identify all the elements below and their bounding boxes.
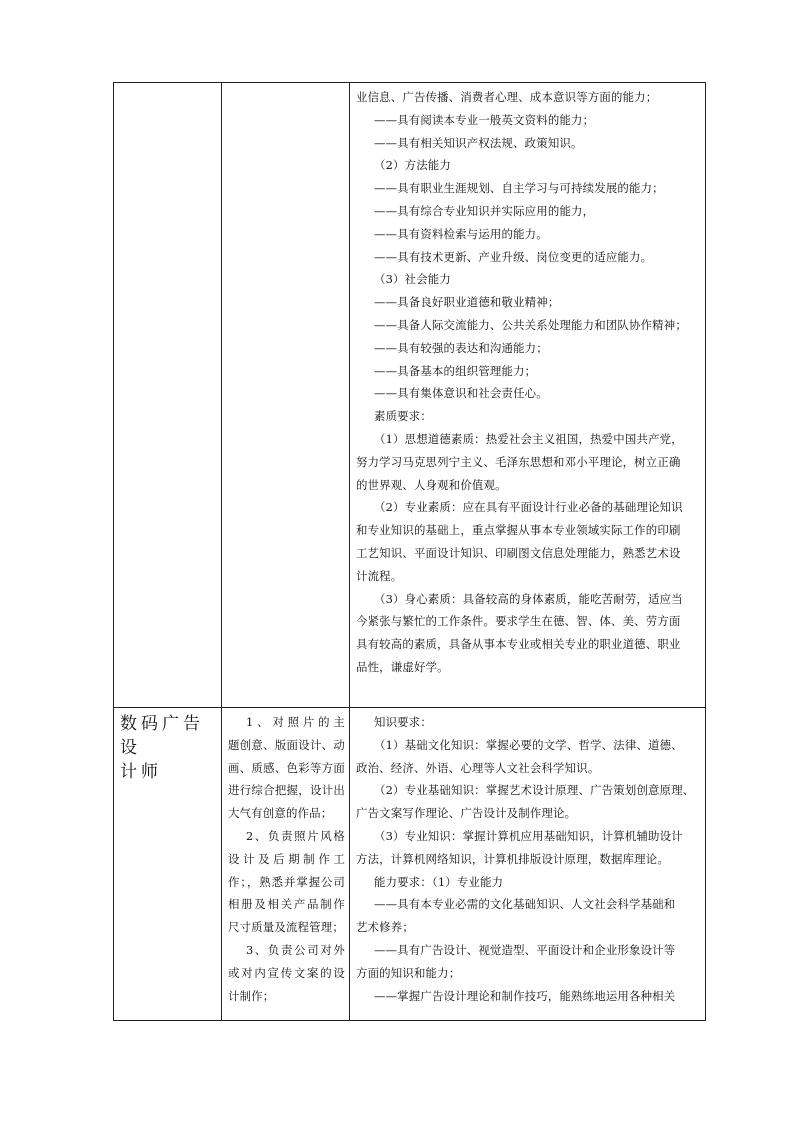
text-line: （3）社会能力 [374, 272, 451, 287]
requirements-text [350, 83, 705, 679]
job-requirements-table [113, 82, 706, 1021]
text-line: 政治、经济、外语、心理等人文社会科学知识。 [356, 760, 600, 775]
text-line: ——具有综合专业知识并实际应用的能力， [374, 203, 595, 218]
role-title-line: 计师 [120, 762, 162, 782]
text-line: 设计及后期制作工 [228, 851, 345, 866]
text-line: 方法，计算机网络知识，计算机排版设计原理，数据库理论。 [356, 851, 669, 866]
text-line: ——具有相关知识产权法规、政策知识。 [374, 135, 583, 150]
text-line: ——具有技术更新、产业升级、岗位变更的适应能力。 [374, 249, 653, 264]
text-line: 作；，熟悉并掌握公司 [228, 874, 345, 889]
duties-cell [222, 83, 350, 708]
text-line: 努力学习马克思列宁主义、毛泽东思想和邓小平理论，树立正确 [356, 454, 681, 469]
text-line: 2、负责照片风格 [246, 828, 345, 843]
text-line: 能力要求：（1）专业能力 [374, 874, 504, 889]
text-line: 今紧张与繁忙的工作条件。要求学生在德、智、体、美、劳方面 [356, 614, 681, 629]
text-line: 素质要求： [374, 409, 432, 424]
text-line: 进行综合把握，设计出 [228, 783, 345, 798]
text-line: （2）方法能力 [374, 158, 451, 173]
text-line: 相册及相关产品制作 [228, 897, 345, 912]
text-line: ——具有职业生涯规划、自主学习与可持续发展的能力； [374, 181, 664, 196]
table-row [114, 708, 706, 1021]
text-line: 计制作； [228, 988, 275, 1003]
text-line: （3）身心素质：具备较高的身体素质，能吃苦耐劳，适应当 [374, 591, 683, 606]
text-line: （2）专业基础知识：掌握艺术设计原理、广告策划创意原理、 [374, 783, 695, 798]
text-line: 具有较高的素质，具备从事本专业或相关专业的职业道德、职业 [356, 637, 681, 652]
text-line: 1、对照片的主 [246, 715, 345, 729]
text-line: 方面的知识和能力； [356, 965, 461, 980]
text-line: ——具备良好职业道德和敬业精神； [374, 295, 560, 310]
requirements-cell [350, 708, 706, 1021]
duties-text [222, 708, 349, 1007]
role-title-line: 数码广告设 [120, 714, 204, 758]
text-line: 计流程。 [356, 568, 403, 583]
text-line: 艺术修养； [356, 920, 414, 935]
text-line: ——具有本专业必需的文化基础知识、人文社会科学基础和 [374, 897, 676, 912]
text-line: 画、质感、色彩等方面 [228, 760, 345, 775]
text-line: 工艺知识、平面设计知识、印刷图文信息处理能力，熟悉艺术设 [356, 545, 681, 560]
text-line: （2）专业素质：应在具有平面设计行业必备的基础理论知识 [374, 500, 683, 515]
text-line: 或对内宣传文案的设 [228, 965, 345, 980]
table-row [114, 83, 706, 708]
text-line: ——具有资料检索与运用的能力。 [374, 226, 548, 241]
text-line: （3）专业知识：掌握计算机应用基础知识，计算机辅助设计 [374, 828, 683, 843]
text-line: 和专业知识的基础上，重点掌握从事本专业领域实际工作的印刷 [356, 523, 681, 538]
text-line: ——具有集体意识和社会责任心。 [374, 386, 548, 401]
role-title [114, 708, 221, 784]
text-line: 知识要求： [374, 715, 432, 729]
text-line: 业信息、广告传播、消费者心理、成本意识等方面的能力； [356, 90, 658, 104]
requirements-text [350, 708, 705, 1007]
duties-cell [222, 708, 350, 1021]
text-line: 品性，谦虚好学。 [356, 659, 449, 674]
text-line: ——具有较强的表达和沟通能力； [374, 340, 548, 355]
text-line: 尺寸质量及流程管理； [228, 920, 344, 935]
text-line: 3、负责公司对外 [246, 942, 345, 957]
text-line: 的世界观、人身观和价值观。 [356, 477, 507, 492]
role-cell [114, 83, 222, 708]
text-line: ——具备基本的组织管理能力； [374, 363, 537, 378]
text-line: ——具备人际交流能力、公共关系处理能力和团队协作精神； [374, 317, 687, 332]
text-line: 题创意、版面设计、动 [228, 737, 345, 752]
text-line: ——掌握广告设计理论和制作技巧，能熟练地运用各种相关 [374, 988, 676, 1003]
text-line: （1）思想道德素质：热爱社会主义祖国，热爱中国共产党， [374, 431, 683, 446]
requirements-cell [350, 83, 706, 708]
text-line: 广告文案写作理论、广告设计及制作理论。 [356, 806, 577, 821]
role-cell [114, 708, 222, 1021]
text-line: （1）基础文化知识：掌握必要的文学、哲学、法律、道德、 [374, 737, 683, 752]
text-line: 大气有创意的作品； [228, 806, 333, 821]
text-line: ——具有阅读本专业一般英文资料的能力； [374, 112, 595, 127]
text-line: ——具有广告设计、视觉造型、平面设计和企业形象设计等 [374, 942, 676, 957]
